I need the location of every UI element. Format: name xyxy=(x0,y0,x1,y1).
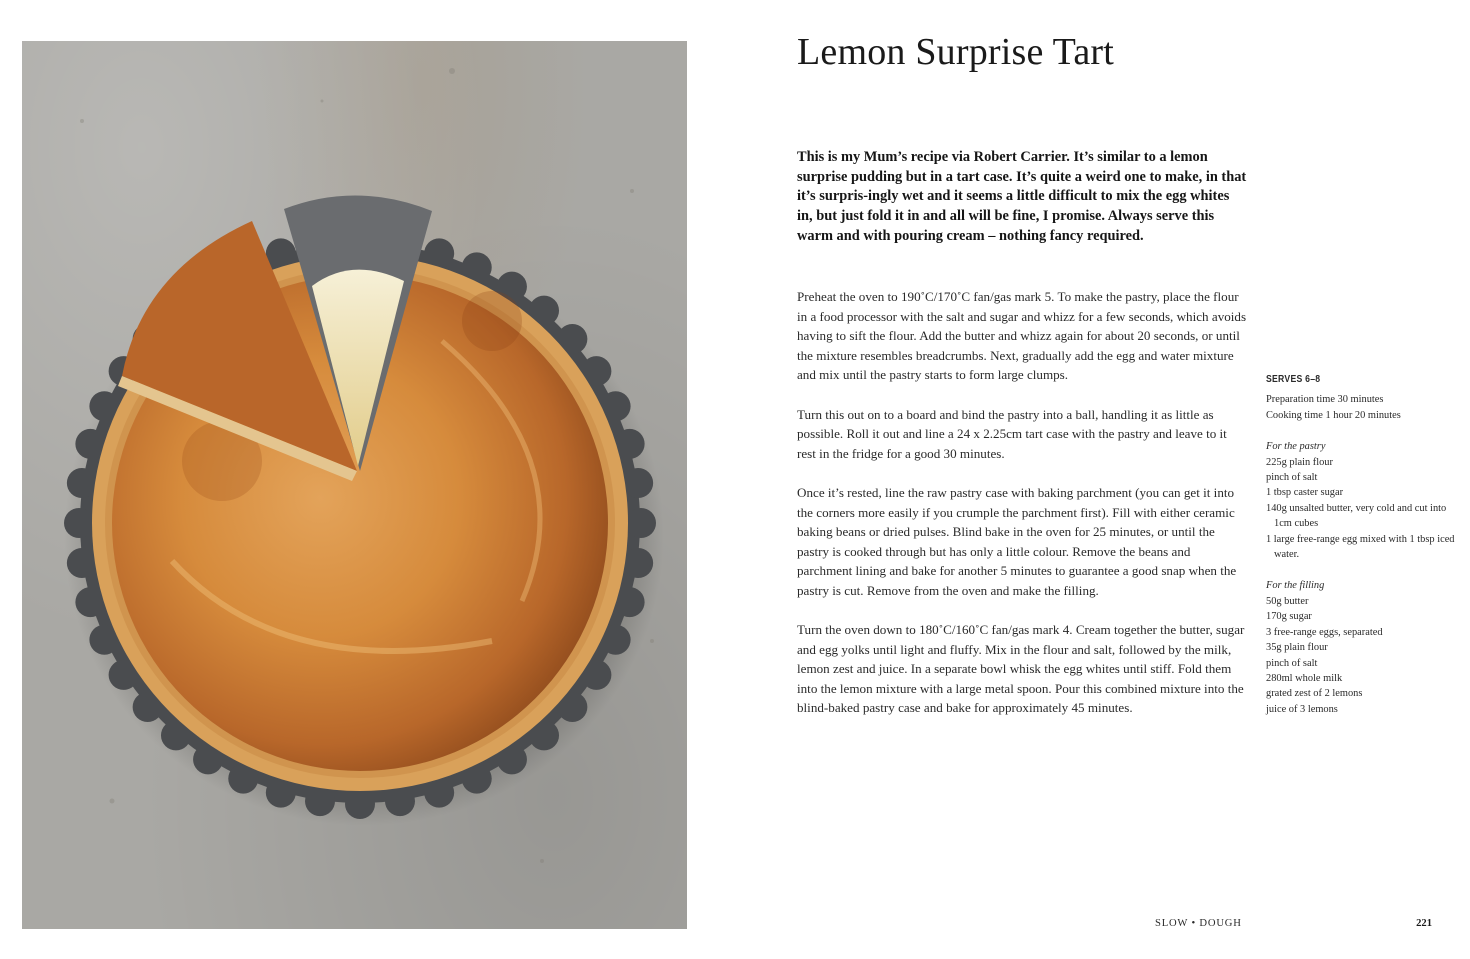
tin-flute xyxy=(67,548,97,578)
section-footer: SLOW • DOUGH xyxy=(1155,918,1242,929)
ingredient-item: 140g unsalted butter, very cold and cut into 1cm cubes xyxy=(1266,502,1447,530)
ingredient-item: pinch of salt xyxy=(1266,657,1318,669)
ingredients-sidebar xyxy=(1266,372,1456,717)
prep-time: Preparation time 30 minutes xyxy=(1266,394,1384,406)
tin-flute xyxy=(385,786,415,816)
ingredient-item: 280ml whole milk xyxy=(1266,672,1343,684)
ingredient-item: 170g sugar xyxy=(1266,611,1312,623)
tin-flute xyxy=(266,778,296,808)
cook-time: Cooking time 1 hour 20 minutes xyxy=(1266,409,1401,421)
tin-flute xyxy=(424,778,454,808)
ingredient-item: 1 large free-range egg mixed with 1 tbsp iced water. xyxy=(1266,533,1455,561)
serves-label: SERVES 6–8 xyxy=(1266,374,1321,385)
tin-flute xyxy=(615,429,645,459)
ingredient-item: 3 free-range eggs, separated xyxy=(1266,626,1383,638)
pastry-ingredients xyxy=(1266,455,1456,563)
tin-flute xyxy=(75,429,105,459)
tin-flute xyxy=(67,468,97,498)
ingredient-item: 50g butter xyxy=(1266,595,1309,607)
tin-flute xyxy=(345,789,375,819)
method-step: Turn this out on to a board and bind the pastry into a ball, handling it as little as possible. Roll it out and line a 24 x 2.25cm tart case with the pastry and leave to it rest in the fridge for a good 30 minutes. xyxy=(797,406,1227,461)
tin-flute xyxy=(305,786,335,816)
tart-illustration xyxy=(22,41,687,929)
pastry-heading: For the pastry xyxy=(1266,441,1326,453)
method-step: Once it’s rested, line the raw pastry case with baking parchment (you can get it into the corners more easily if you crumple the parchment first). Fill with either ceramic baking beans or dried pulses. Blind bake in the oven for 25 minutes, or until the pastry is cooked through but has only a little colour. Remove the beans and parchment lining and bake for another 5 minutes to guarantee a good snap when the pastry is cut. Remove from the oven and make the filling. xyxy=(797,484,1237,598)
method-step: Turn the oven down to 180˚C/160˚C fan/gas mark 4. Cream together the butter, sugar and egg yolks until light and fluffy. Mix in the flour and salt, followed by the milk, lemon zest and juice. In a separate bowl whisk the egg whites until stiff. Fold them into the lemon mixture with a large metal spoon. Pour this combined mixture into the blind-baked pastry case and bake for approximately 45 minutes. xyxy=(797,622,1245,716)
tart-photo xyxy=(22,41,687,929)
filling-ingredients xyxy=(1266,594,1456,717)
ingredient-item: 1 tbsp caster sugar xyxy=(1266,487,1344,499)
recipe-title: Lemon Surprise Tart xyxy=(797,31,1115,73)
filling-heading: For the filling xyxy=(1266,580,1325,592)
tin-flute xyxy=(266,238,296,268)
tin-flute xyxy=(424,238,454,268)
method-step: Preheat the oven to 190˚C/170˚C fan/gas mark 5. To make the pastry, place the flour in a food processor with the salt and sugar and whizz for a few seconds, which avoids having to sift the flour. Add the butter and whizz again for about 20 seconds, or until the mixture resembles breadcrumbs. Next, gradually add the egg and water mixture and mix until the pastry starts to form large clumps. xyxy=(797,289,1247,383)
tin-flute xyxy=(75,587,105,617)
page-number: 221 xyxy=(1416,918,1432,929)
tin-flute xyxy=(626,508,656,538)
tin-flute xyxy=(623,468,653,498)
ingredient-item: 225g plain flour xyxy=(1266,456,1333,468)
method-section xyxy=(797,287,1247,738)
tin-flute xyxy=(615,587,645,617)
tin-flute xyxy=(64,508,94,538)
tin-flute xyxy=(623,548,653,578)
recipe-intro: This is my Mum’s recipe via Robert Carrier. It’s similar to a lemon surprise pudding but in a tart case. It’s quite a weird one to make, in that it’s surpris-ingly wet and it seems a little difficult to mix the egg whites in, but just fold it in and all will be fine, I promise. Always serve this warm and with pouring cream – nothing fancy required. xyxy=(797,149,1247,244)
ingredient-item: juice of 3 lemons xyxy=(1266,703,1338,715)
ingredient-item: pinch of salt xyxy=(1266,472,1318,484)
ingredient-item: 35g plain flour xyxy=(1266,642,1328,654)
ingredient-item: grated zest of 2 lemons xyxy=(1266,688,1363,700)
